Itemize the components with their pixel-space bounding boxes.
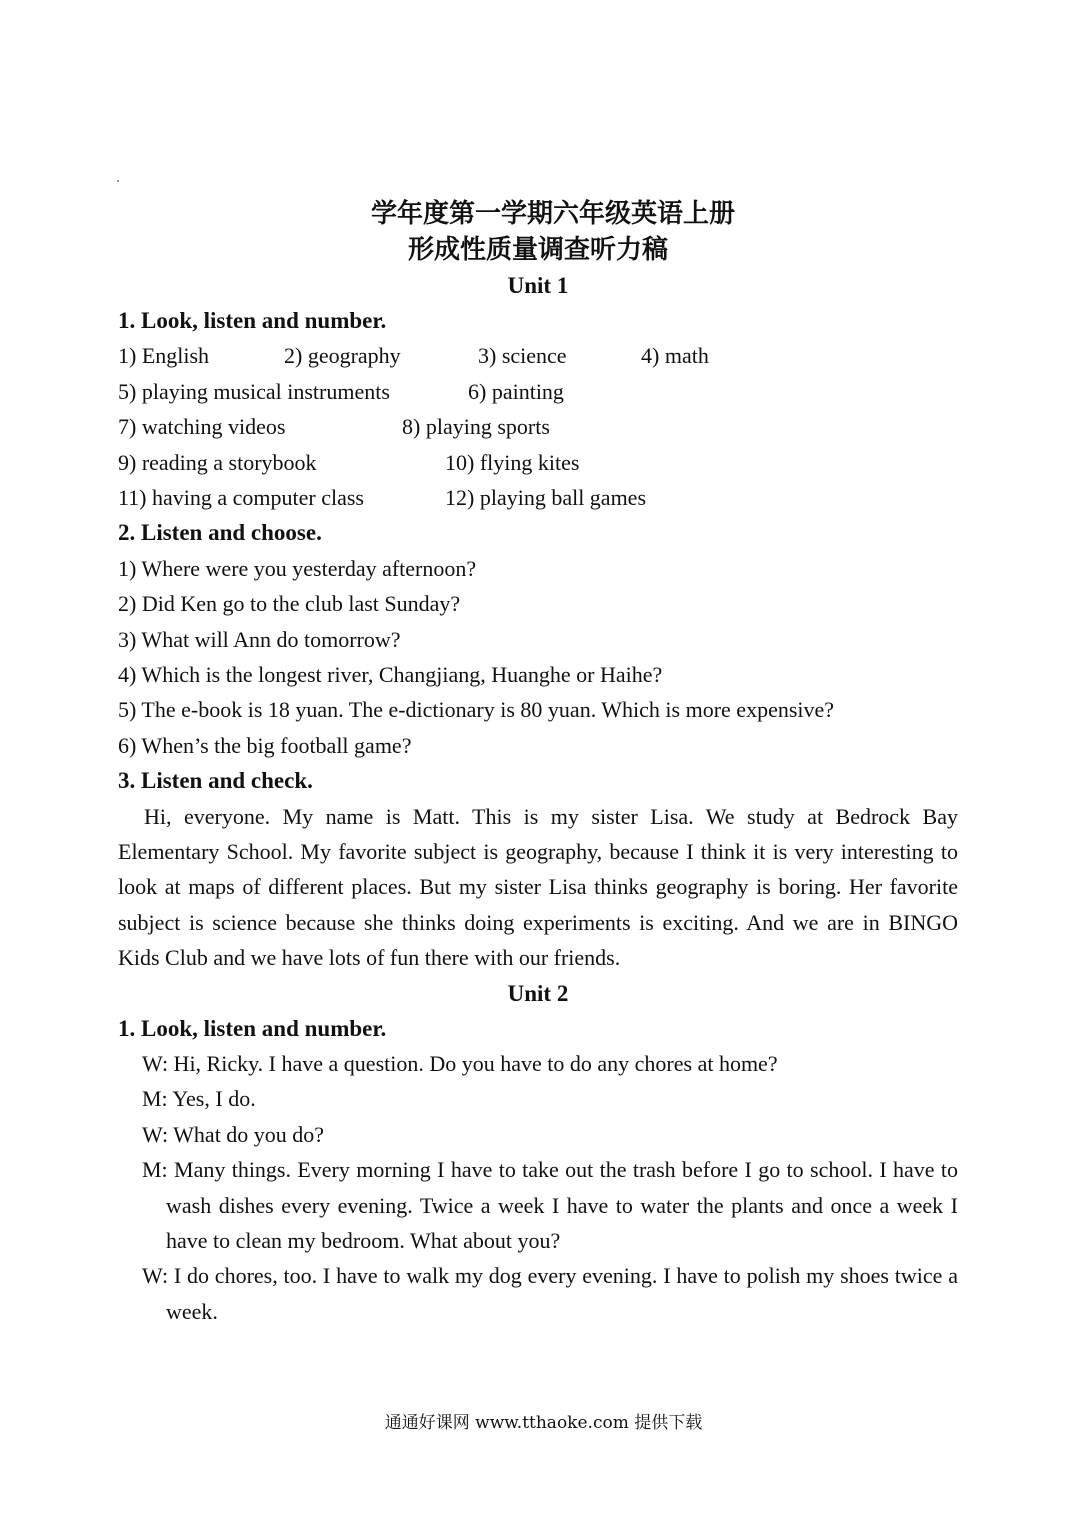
unit-2-section-1-heading: 1. Look, listen and number.: [118, 1015, 387, 1041]
question-item: 1) Where were you yesterday afternoon?: [118, 555, 477, 581]
listening-paragraph: Hi, everyone. My name is Matt. This is my sister Lisa. We study at Bedrock Bay Elementary School. My favorite subject is geography, because I think it is very interesting to look at maps of different places. But my sister Lisa thinks geography is boring. Her favorite subject is science because she thinks doing experiments is exciting. And we are in BINGO Kids Club and we have lots of fun there with our friends.: [118, 803, 958, 971]
word-row: [118, 374, 958, 409]
unit-1-section-1-heading: 1. Look, listen and number.: [118, 308, 387, 333]
unit-1-heading: Unit 1: [507, 273, 569, 298]
dialogue-line: W: Hi, Ricky. I have a question. Do you have to do any chores at home?: [142, 1051, 778, 1077]
word-item: 6) painting: [468, 378, 564, 404]
question-item: 4) Which is the longest river, Changjiang, Huanghe or Haihe?: [118, 661, 663, 687]
word-item: 7) watching videos: [118, 414, 286, 440]
word-row: [118, 445, 958, 480]
dialogue-line: W: I do chores, too. I have to walk my dog every evening. I have to polish my shoes twice a week.: [142, 1263, 958, 1324]
unit-2-heading: Unit 2: [507, 980, 569, 1006]
word-item: 5) playing musical instruments: [118, 378, 390, 404]
word-item: 3) science: [478, 343, 567, 369]
dialogue-line: M: Yes, I do.: [142, 1086, 256, 1112]
word-item: 1) English: [118, 343, 210, 369]
question-item: 2) Did Ken go to the club last Sunday?: [118, 591, 461, 617]
word-item: 11) having a computer class: [118, 484, 364, 510]
word-row: [118, 338, 958, 373]
word-item: 12) playing ball games: [445, 484, 647, 510]
unit-1-section-3-heading: 3. Listen and check.: [118, 768, 313, 794]
word-item: 2) geography: [284, 343, 401, 369]
unit-1-section-2-heading: 2. Listen and choose.: [118, 520, 322, 546]
dialogue-line: W: What do you do?: [142, 1121, 325, 1147]
question-item: 3) What will Ann do tomorrow?: [118, 626, 401, 652]
word-row: [118, 409, 958, 444]
dialogue-line: M: Many things. Every morning I have to take out the trash before I go to school. I have to wash dishes every evening. Twice a week I have to water the plants and once a week I have to clean my bedroom. What about you?: [142, 1157, 958, 1254]
word-item: 8) playing sports: [402, 414, 550, 440]
scan-speck: [117, 180, 119, 182]
page-footer: 通通好课网 www.tthaoke.com 提供下载: [384, 1413, 703, 1433]
document-page: [118, 196, 958, 1329]
word-item: 4) math: [641, 343, 709, 369]
word-row: [118, 480, 958, 515]
word-item: 9) reading a storybook: [118, 449, 317, 475]
document-title-line-1: 学年度第一学期六年级英语上册: [370, 199, 735, 229]
word-item: 10) flying kites: [445, 449, 580, 475]
question-item: 5) The e-book is 18 yuan. The e-dictionary is 80 yuan. Which is more expensive?: [118, 697, 835, 723]
question-item: 6) When’s the big football game?: [118, 732, 412, 758]
document-title-line-2: 形成性质量调查听力稿: [407, 235, 668, 265]
